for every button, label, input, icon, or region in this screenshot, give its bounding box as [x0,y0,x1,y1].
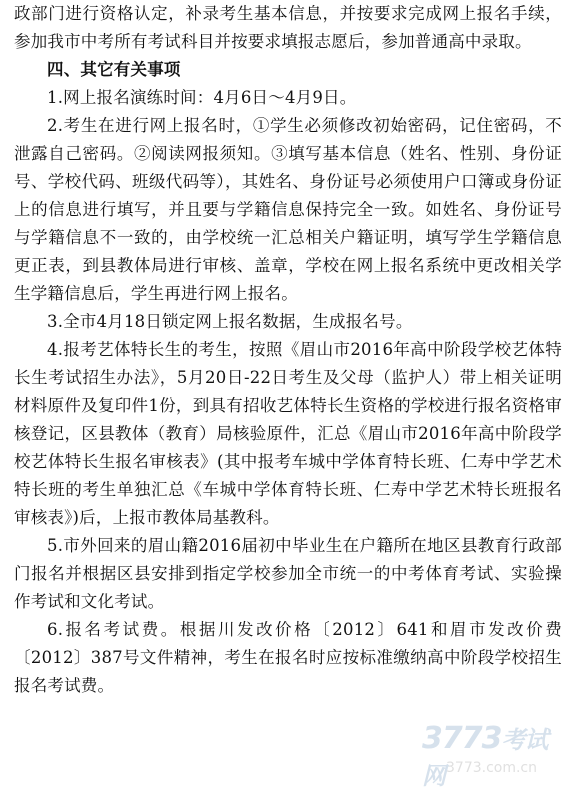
watermark-logo [422,720,562,792]
paragraph-intro-continued: 政部门进行资格认定，补录考生基本信息，并按要求完成网上报名手续，参加我市中考所有考试科目并按要求填报志愿后，参加普通高中录取。 [14,4,562,51]
watermark-url: 3773.com.cn [446,760,537,776]
item-1: 1.网上报名演练时间：4月6日～4月9日。 [47,88,357,107]
document-body [14,0,562,700]
item-2: 2.考生在进行网上报名时，①学生必须修改初始密码，记住密码，不泄露自己密码。②阅读网报须知。③填写基本信息（姓名、性别、身份证号、学校代码、班级代码等），其姓名、身份证号必须使用户口簿或身份证上的信息进行填写，并且要与学籍信息保持完全一致。如姓名、身份证号与学籍信息不一致的，由学校统一汇总相关户籍证明，填写学生学籍信息更正表，到县教体局进行审核、盖章，学校在网上报名系统中更改相关学生学籍信息后，学生再进行网上报名。 [14,116,562,303]
watermark-logo-number: 3773 [422,721,502,756]
item-6: 6.报名考试费。根据川发改价格〔2012〕641和眉市发改价费〔2012〕387号文件精神，考生在报名时应按标准缴纳高中阶段学校招生报名考试费。 [14,620,562,695]
item-5: 5.市外回来的眉山籍2016届初中毕业生在户籍所在地区县教育行政部门报名并根据区县安排到指定学校参加全市统一的中考体育考试、实验操作考试和文化考试。 [14,536,562,611]
section-heading: 四、其它有关事项 [47,60,181,79]
item-3: 3.全市4月18日锁定网上报名数据，生成报名号。 [47,312,413,331]
site-watermark [422,720,562,790]
item-4: 4.报考艺体特长生的考生，按照《眉山市2016年高中阶段学校艺体特长生考试招生办法》，5月20日-22日考生及父母（监护人）带上相关证明材料原件及复印件1份，到具有招收艺体特长生资格的学校进行报名资格审核登记，区县教体（教育）局核验原件，汇总《眉山市2016年高中阶段学校艺体特长生报名审核表》(其中报考车城中学体育特长班、仁寿中学艺术特长班的考生单独汇总《车城中学体育特长班、仁寿中学艺术特长班报名审核表》)后，上报市教体局基教科。 [14,340,562,527]
watermark-logo-text: 考试网 [422,726,548,790]
